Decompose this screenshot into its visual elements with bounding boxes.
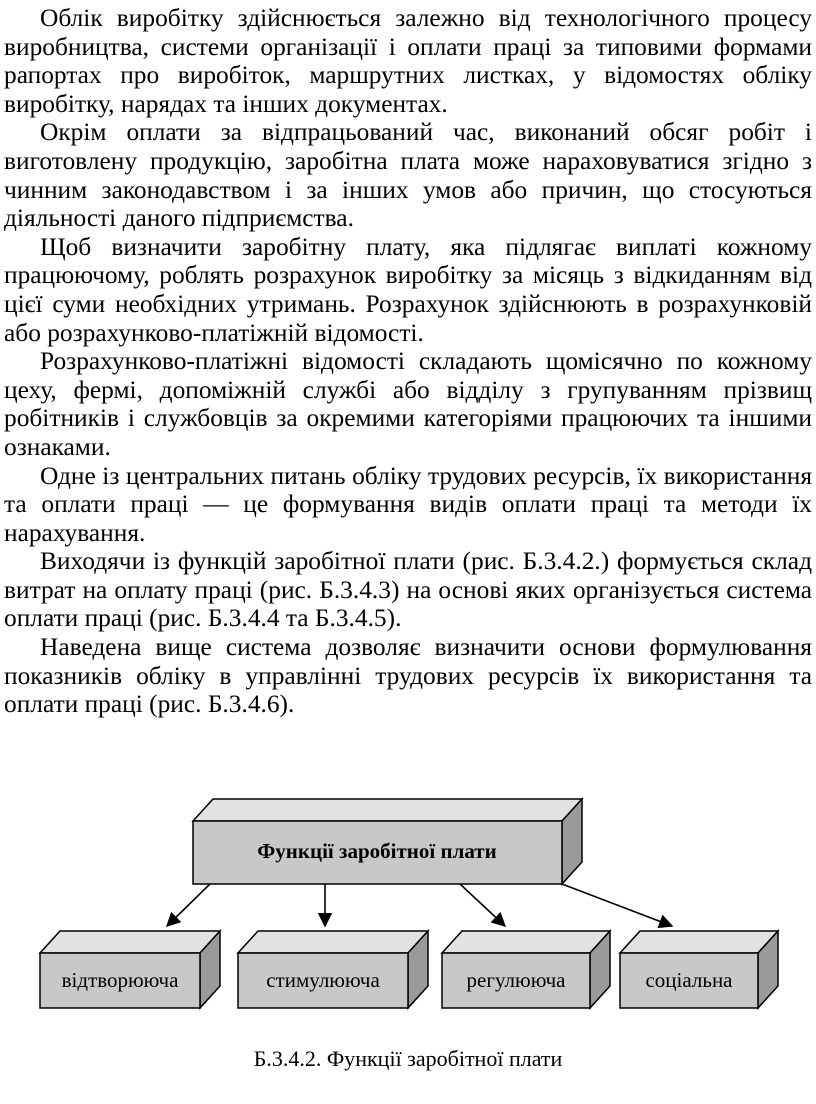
- function-label: відтворююча: [61, 968, 179, 992]
- paragraph: Наведена вище система дозволяє визначити основи формулювання показників обліку в управлінні трудових ресурсів їх використання та оплати праці (рис. Б.3.4.6).: [4, 633, 812, 719]
- function-box-vidtvoryuyucha: [40, 931, 220, 1008]
- arrow-to-vidtvoryuyucha: [167, 884, 210, 926]
- diagram-title: Функції заробітної плати: [257, 839, 497, 863]
- main-function-box: [193, 799, 582, 884]
- function-label: регулююча: [466, 968, 566, 992]
- paragraph: Облік виробітку здійснюється залежно від технологічного процесу виробництва, системи організації і оплати праці за типовими формами рапортах про виробіток, маршрутних листках, у відомостях обліку виробітку, нарядах та інших документах.: [4, 4, 812, 118]
- paragraph: Окрім оплати за відпрацьований час, виконаний обсяг робіт і виготовлену продукцію, заробітна плата може нараховуватися згідно з чинним законодавством і за інших умов або причин, що стосуються діяльності даного підприємства.: [4, 118, 812, 233]
- paragraph: Щоб визначити заробітну плату, яка підлягає виплаті кожному працюючому, роблять розрахунок виробітку за місяць з відкиданням від цієї суми необхідних утримань. Розрахунок здійснюють в розрахунковій або розрахунково-платіжній відомості.: [4, 232, 812, 347]
- function-label: стимулююча: [266, 968, 380, 992]
- paragraph: Виходячи із функцій заробітної плати (рис. Б.3.4.2.) формується склад витрат на оплату праці (рис. Б.3.4.3) на основі яких організується система оплати праці (рис. Б.3.4.4 та Б.3.4.5).: [4, 547, 812, 633]
- arrows: [167, 884, 672, 926]
- figure-caption: Б.3.4.2. Функції заробітної плати: [253, 1046, 563, 1071]
- arrow-to-sotsialna: [562, 884, 672, 926]
- function-box-rehulyuyucha: [442, 931, 610, 1008]
- body-text: [4, 4, 812, 719]
- function-box-stymulyuyucha: [238, 931, 428, 1008]
- arrow-to-rehulyuyucha: [460, 884, 505, 926]
- salary-functions-diagram: [0, 780, 816, 1080]
- function-box-sotsialna: [620, 931, 778, 1008]
- paragraph: Розрахунково-платіжні відомості складають щомісячно по кожному цеху, фермі, допоміжній службі або відділу з групуванням прізвищ робітників і службовців за окремими категоріями працюючих та іншими ознаками.: [4, 347, 812, 461]
- function-label: соціальна: [645, 968, 733, 992]
- paragraph: Одне із центральних питань обліку трудових ресурсів, їх використання та оплати праці — це формування видів оплати праці та методи їх нарахування.: [4, 461, 812, 547]
